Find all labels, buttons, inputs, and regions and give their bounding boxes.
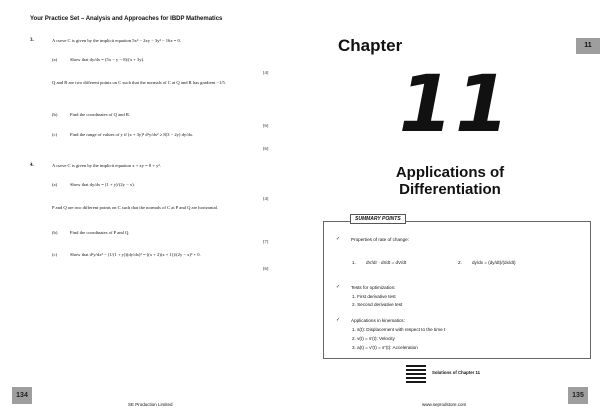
summary-rate-item-1: dV/dr · dr/dt = dV/dt (366, 260, 407, 265)
q3-part-b-text: Find the coordinates of Q and R. (70, 112, 131, 117)
question-4-number: 4. (30, 163, 34, 168)
chapter-heading: Chapter (338, 36, 403, 55)
chapter-title-line-1: Applications of (395, 164, 505, 181)
q4-part-a-text: Show that dy/dx = (1 + y)/(2y − x). (70, 182, 135, 187)
question-3-stem: A curve C is given by the implicit equation 5x² − 2xy − 3y² − 16x = 0. (52, 38, 181, 43)
page-number-right: 135 (568, 387, 588, 404)
check-icon: ✓ (336, 317, 341, 323)
check-icon: ✓ (336, 284, 341, 290)
question-3-number: 3. (30, 38, 34, 43)
chapter-tab: 11 (576, 38, 600, 54)
q4-part-b-text: Find the coordinates of P and Q. (70, 230, 130, 235)
q3-info-text: Q and R are two different points on C such that the normals of C at Q and R has gradient −1/5. (52, 80, 226, 85)
right-page (300, 0, 600, 420)
q3-part-a-label: (a) (52, 57, 58, 62)
summary-optimization-item: 2. Second derivative test (352, 302, 403, 307)
q4-info-text: P and Q are two different points on C such that the normals of C at P and Q are horizontal. (52, 205, 219, 210)
q4-part-c-label: (c) (52, 252, 58, 257)
q3-part-c-text: Find the range of values of y if (x + 3y)² d²y/dx² ≥ 8(3 − 2y) dy/dx. (70, 132, 194, 137)
chapter-title-line-2: Differentiation (399, 181, 501, 198)
page-number-left: 134 (12, 387, 32, 404)
q4-part-c-marks: [6] (263, 266, 269, 271)
q3-part-c-label: (c) (52, 132, 58, 137)
solutions-link[interactable]: Solutions of Chapter 11 (432, 370, 480, 375)
running-header: Your Practice Set – Analysis and Approaches for IBDP Mathematics (30, 16, 223, 22)
q4-part-b-marks: [7] (263, 239, 269, 244)
check-icon: ✓ (336, 236, 341, 242)
footer-right[interactable]: www.seprodstore.com (422, 402, 467, 407)
qr-code-icon[interactable] (406, 363, 426, 383)
q3-part-a-marks: [4] (263, 70, 269, 75)
summary-label: SUMMARY POINTS (350, 214, 406, 224)
summary-rate-item-2-number: 2. (458, 260, 462, 265)
q3-part-b-label: (b) (52, 112, 58, 117)
q3-part-c-marks: [6] (263, 146, 269, 151)
summary-optimization-item: 1. First derivative test (352, 294, 396, 299)
summary-kinematics-item: 1. s(t): Displacement with respect to the time t (352, 327, 446, 332)
summary-optimization-heading: Tests for optimization: (351, 285, 396, 290)
summary-rate-of-change-heading: Properties of rate of change: (351, 237, 409, 242)
question-4-stem: A curve C is given by the implicit equation x + xy = 8 + y². (52, 163, 161, 168)
q4-part-a-label: (a) (52, 182, 58, 187)
chapter-number: 11 (398, 60, 512, 150)
footer-left: SE Production Limited (128, 402, 173, 407)
q3-part-a-text: Show that dy/dx = (5x − y − 8)/(x + 3y). (70, 57, 145, 62)
summary-kinematics-heading: Applications in kinematics: (351, 318, 405, 323)
summary-rate-item-2: dy/dx = (dy/dt)/(dx/dt) (472, 260, 516, 265)
q4-part-b-label: (b) (52, 230, 58, 235)
q4-part-a-marks: [4] (263, 196, 269, 201)
q4-part-c-text: Show that d²y/dx² − (1/(1 + y))(dy/dx)² = ((x + 2)(x + 1))/(2y − x)³ + 0. (70, 252, 201, 257)
summary-rate-item-1-number: 1. (352, 260, 356, 265)
q3-part-b-marks: [6] (263, 123, 269, 128)
summary-kinematics-item: 3. a(t) = v′(t) = s″(t): Acceleration (352, 345, 418, 350)
summary-kinematics-item: 2. v(t) = s′(t): Velocity (352, 336, 395, 341)
chapter-title (340, 164, 560, 198)
